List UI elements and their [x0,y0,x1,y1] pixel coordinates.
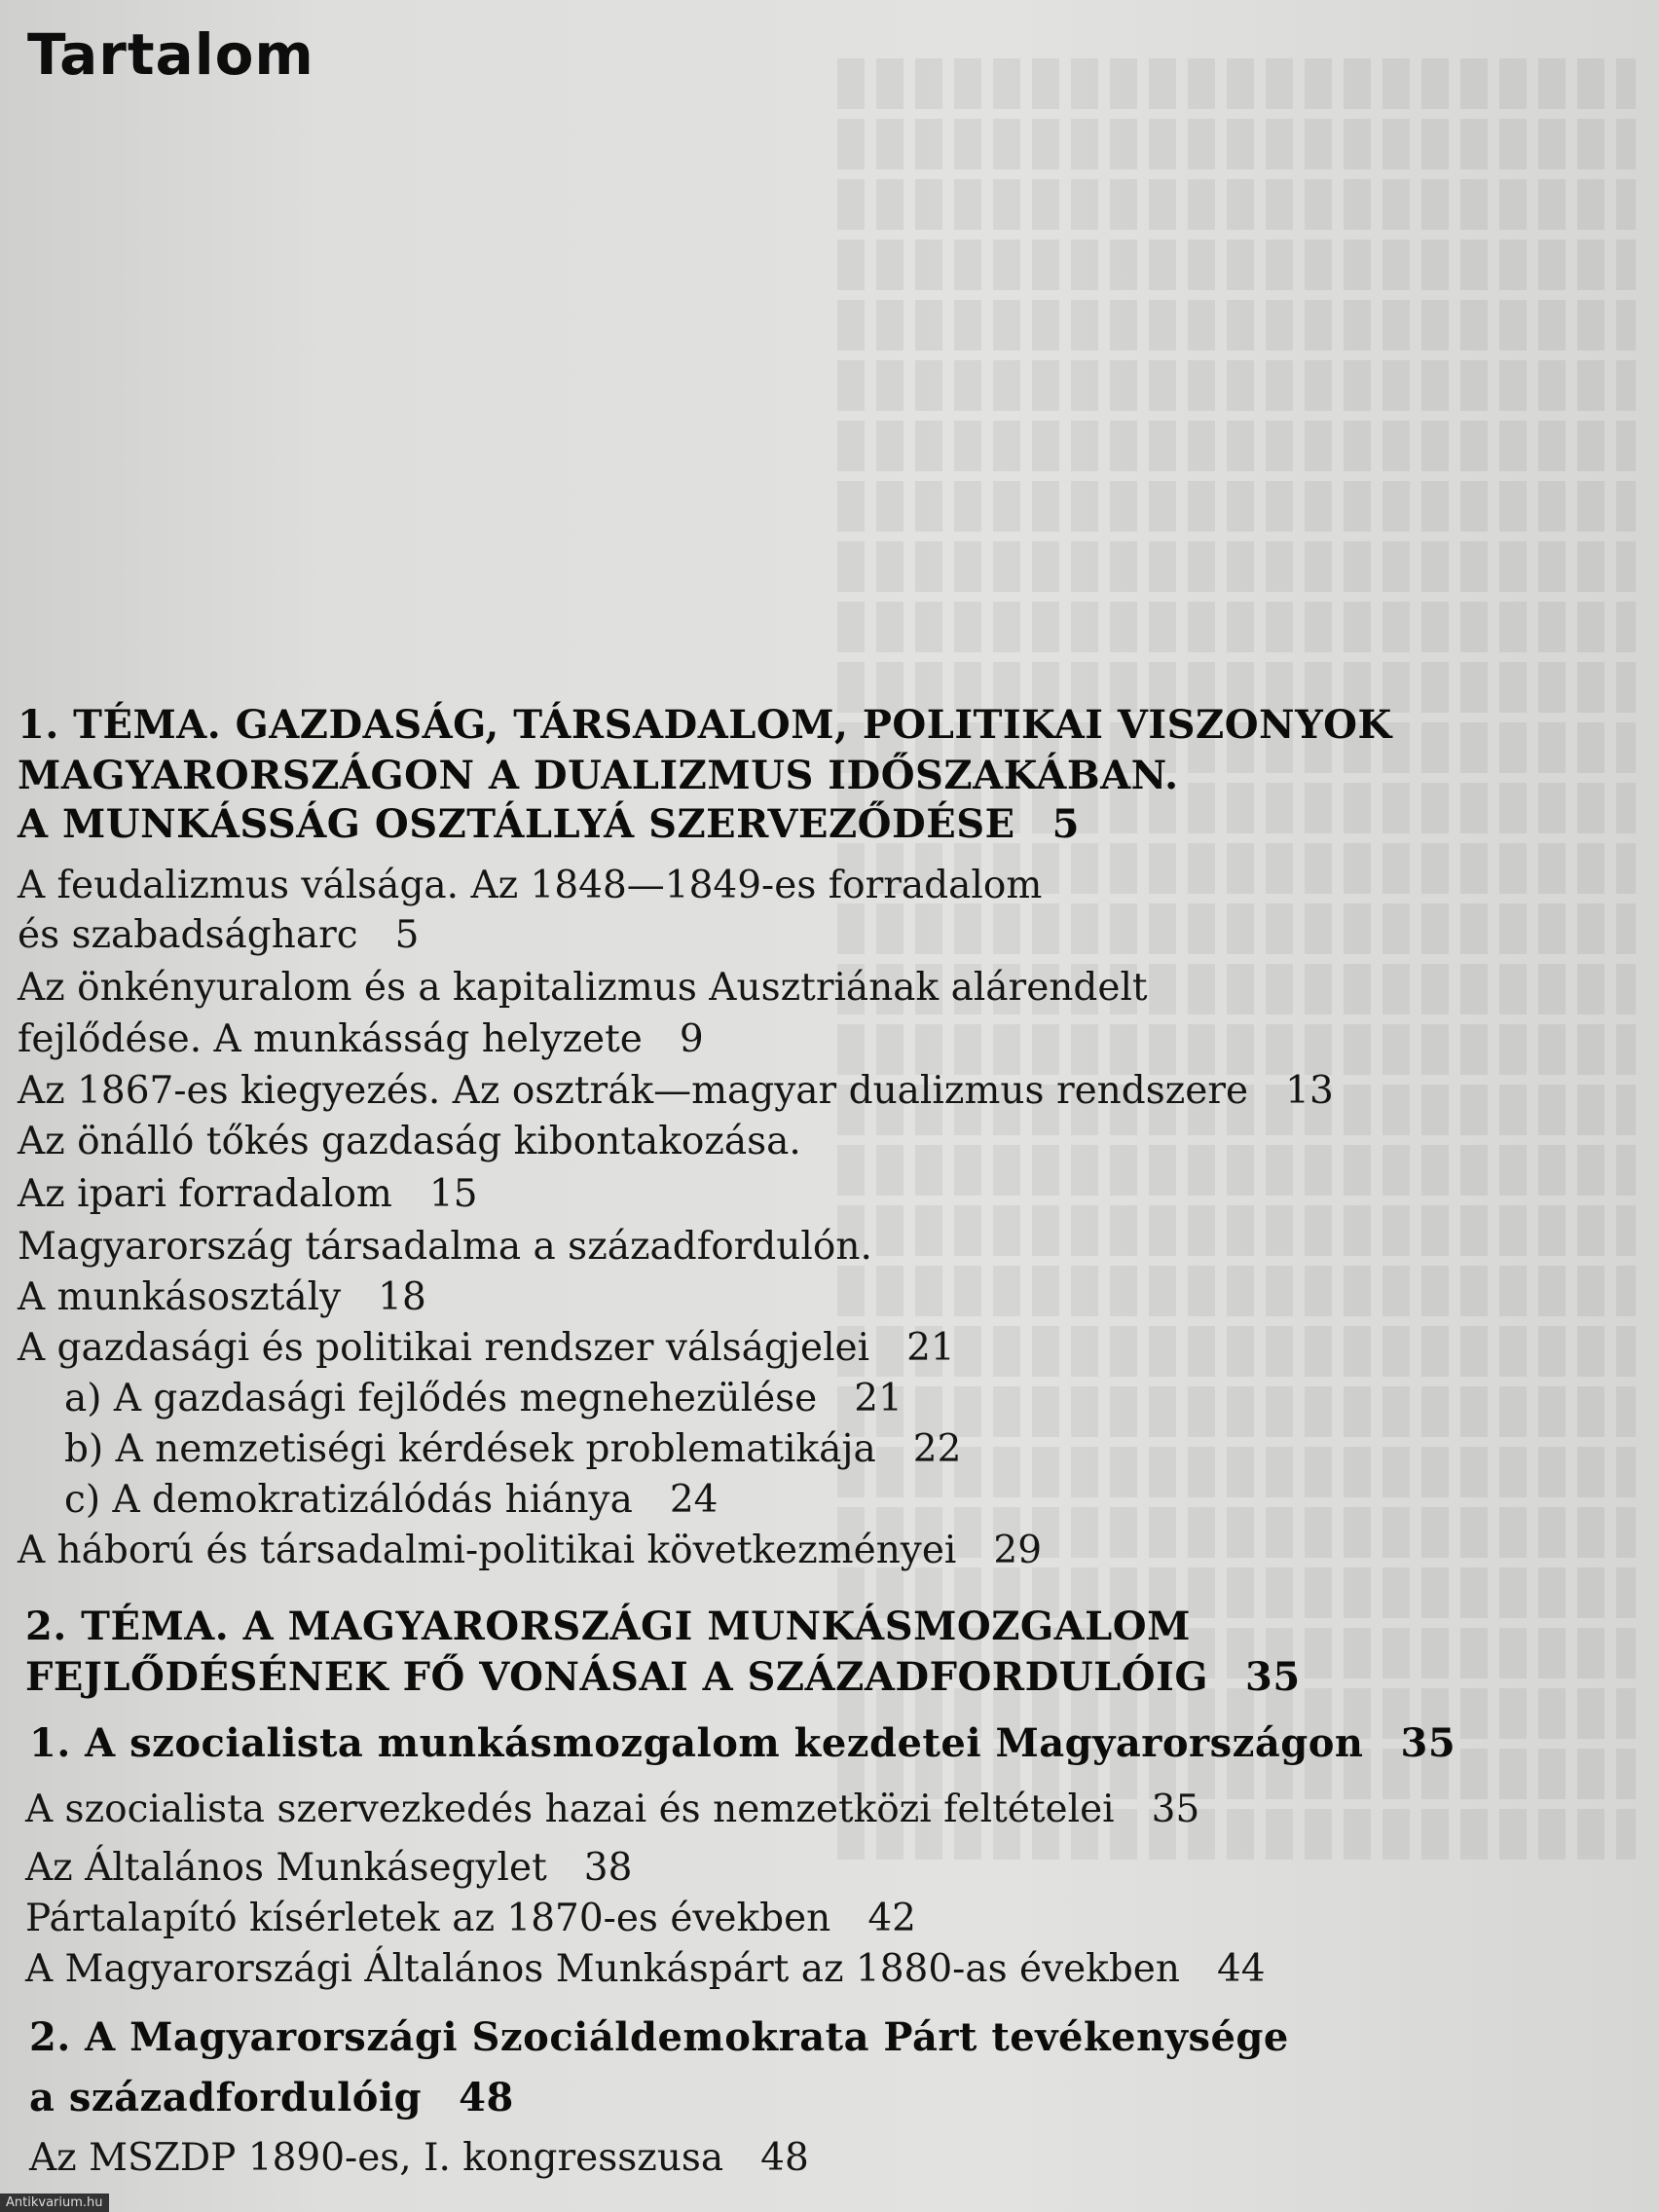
watermark-stamp: Antikvarium.hu [0,2194,109,2212]
page-number: 42 [867,1897,916,1940]
page-number: 38 [583,1846,633,1890]
toc-entry: Az Általános Munkásegylet 38 [25,1846,633,1890]
toc-entry: fejlődése. A munkásság helyzete 9 [18,1017,704,1061]
page-number: 21 [906,1326,955,1370]
toc-entry: Az MSZDP 1890-es, I. kongresszusa 48 [29,2136,809,2180]
page-number: 15 [428,1172,478,1216]
toc-entry: Magyarország társadalma a századfordulón. [18,1225,872,1269]
page-number: 35 [1400,1720,1456,1766]
toc-subentry: b) A nemzetiségi kérdések problematikája 22 [64,1427,962,1471]
page-number: 44 [1216,1947,1266,1991]
section1-heading-line-2: MAGYARORSZÁGON A DUALIZMUS IDŐSZAKÁBAN. [18,753,1179,798]
toc-entry: Az ipari forradalom 15 [18,1172,478,1216]
page-number: 29 [993,1529,1043,1572]
page-number: 21 [854,1377,903,1420]
page-number: 5 [394,913,420,957]
page-number: 48 [760,2136,809,2180]
toc-entry: A Magyarországi Általános Munkáspárt az 1880-as években 44 [25,1947,1266,1991]
page-title: Tartalom [27,21,314,88]
toc-entry: A háború és társadalmi-politikai következményei 29 [18,1529,1043,1572]
toc-entry: Pártalapító kísérletek az 1870-es években 42 [25,1897,916,1940]
section1-heading-line-3 [18,802,1080,847]
toc-entry: Az önálló tőkés gazdaság kibontakozása. [18,1120,801,1163]
toc-entry: A szocialista szervezkedés hazai és nemzetközi feltételei 35 [25,1788,1200,1831]
section2-heading-page: 35 [1244,1654,1301,1700]
section1-heading-text: A MUNKÁSSÁG OSZTÁLLYÁ SZERVEZŐDÉSE [18,801,1015,847]
section2-subheading-2-line-1: 2. A Magyarországi Szociáldemokrata Párt tevékenysége [29,2014,1289,2060]
section2-subheading-1: 1. A szocialista munkásmozgalom kezdetei Magyarországon 35 [29,1720,1456,1766]
page-number: 18 [378,1275,426,1319]
page-number: 48 [459,2075,514,2120]
page-number: 22 [912,1427,962,1471]
section2-heading-line-2: FEJLŐDÉSÉNEK FŐ VONÁSAI A SZÁZADFORDULÓIG 35 [25,1654,1301,1700]
toc-subentry: a) A gazdasági fejlődés megnehezülése 21 [64,1377,903,1420]
section1-heading-line-1: 1. TÉMA. GAZDASÁG, TÁRSADALOM, POLITIKAI VISZONYOK [18,702,1392,748]
page-number: 24 [669,1478,719,1522]
toc-entry: A feudalizmus válsága. Az 1848—1849-es forradalom [18,864,1043,907]
page-number: 13 [1285,1069,1334,1113]
toc-entry: Az 1867-es kiegyezés. Az osztrák—magyar dualizmus rendszere 13 [18,1069,1334,1113]
toc-subentry: c) A demokratizálódás hiánya 24 [64,1478,719,1522]
toc-entry: és szabadságharc 5 [18,913,420,957]
page-number: 9 [679,1017,704,1061]
section2-subheading-2-line-2: a századfordulóig 48 [29,2075,514,2120]
toc-entry: Az önkényuralom és a kapitalizmus Ausztriának alárendelt [18,966,1148,1010]
toc-entry: A munkásosztály 18 [18,1275,426,1319]
section1-heading-page: 5 [1051,801,1080,847]
section2-heading-line-1: 2. TÉMA. A MAGYARORSZÁGI MUNKÁSMOZGALOM [25,1604,1191,1649]
page-number: 35 [1151,1788,1200,1831]
toc-entry: A gazdasági és politikai rendszer válságjelei 21 [18,1326,955,1370]
